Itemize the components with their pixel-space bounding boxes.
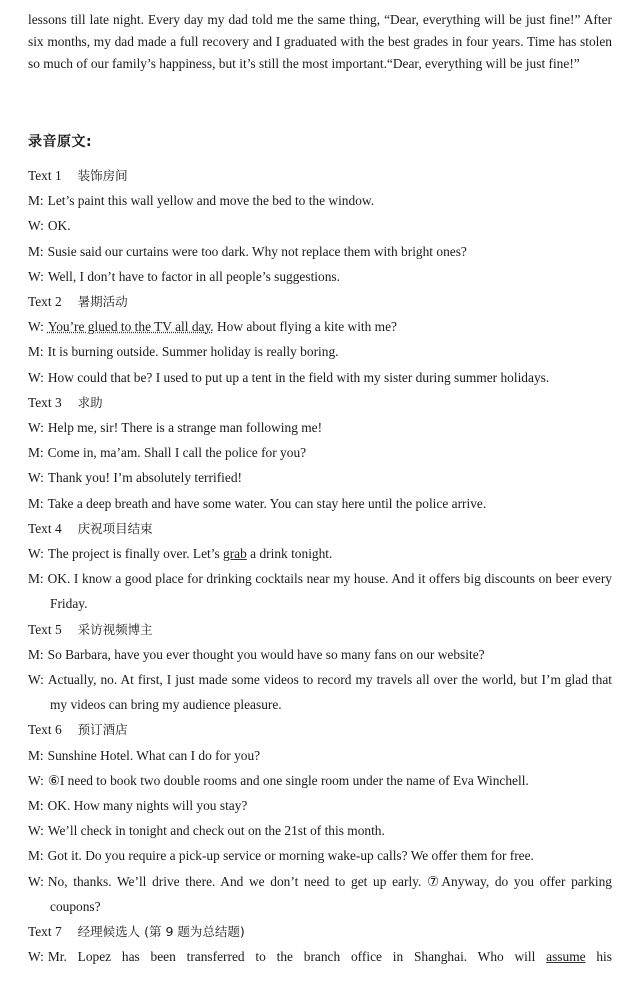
dialogue-line [28, 264, 612, 289]
dialogue-line [28, 415, 612, 440]
speaker: M: [28, 193, 44, 209]
speaker: W: [28, 672, 44, 688]
text-topic: 暑期活动 [77, 294, 128, 310]
line-text: OK. How many nights will you stay? [47, 798, 248, 814]
text-title: Text 7 [28, 924, 62, 940]
line-text: It is burning outside. Summer holiday is really boring. [47, 344, 339, 360]
speaker: M: [28, 445, 44, 461]
line-text: Well, I don’t have to factor in all people’s suggestions. [47, 268, 340, 284]
line-text: Take a deep breath and have some water. You can stay here until the police arrive. [47, 495, 487, 511]
line-text: Let’s paint this wall yellow and move the bed to the window. [47, 193, 375, 209]
dialogue-line [28, 491, 612, 516]
speaker: M: [28, 344, 44, 360]
speaker: W: [28, 218, 44, 234]
speaker: W: [28, 420, 44, 436]
line-text: Come in, ma’am. Shall I call the police for you? [47, 445, 307, 461]
intro-paragraph: lessons till late night. Every day my dad told me the same thing, “Dear, everything will be just fine!” After six months, my dad made a full recovery and I graduated with the best grades in four years. Time has stolen so much of our family’s happiness, but it’s still the most important.“Dear, everything will be just fine!” [28, 12, 612, 71]
line-text: How could that be? I used to put up a tent in the field with my sister during summer holidays. [47, 369, 550, 385]
dialogue-line [28, 944, 612, 969]
text-title: Text 6 [28, 722, 62, 738]
text-topic: 经理候选人 (第 9 题为总结题) [77, 924, 245, 940]
dialogue-line [28, 869, 612, 919]
speaker: M: [28, 646, 44, 662]
transcript [28, 163, 612, 970]
dialogue-line [28, 541, 612, 566]
speaker: M: [28, 243, 44, 259]
dialogue-line [28, 667, 612, 717]
dialogue-line [28, 213, 612, 238]
line-text: his [585, 949, 612, 965]
speaker: M: [28, 798, 44, 814]
dialogue-line [28, 793, 612, 818]
dialogue-line [28, 566, 612, 616]
line-text: ⑥I need to book two double rooms and one single room under the name of Eva Winchell. [47, 772, 529, 788]
text-title: Text 1 [28, 168, 62, 183]
dialogue-line [28, 843, 612, 868]
text-heading [28, 390, 612, 415]
speaker: W: [28, 949, 44, 965]
dialogue-line [28, 365, 612, 390]
line-text: Got it. Do you require a pick-up service or morning wake-up calls? We offer them for free. [47, 848, 534, 864]
dialogue-line [28, 188, 612, 213]
line-text: Actually, no. At first, I just made some videos to record my travels all over the world, but I’m glad that my videos can bring my audience pleasure. [47, 672, 612, 713]
underlined-word: grab [223, 546, 247, 562]
speaker: W: [28, 369, 44, 385]
text-topic: 装饰房间 [77, 168, 128, 183]
dialogue-line [28, 339, 612, 364]
speaker: W: [28, 772, 44, 788]
line-text: OK. I know a good place for drinking cocktails near my house. And it offers big discounts on beer every Friday. [47, 571, 612, 612]
text-heading [28, 919, 612, 944]
text-heading [28, 289, 612, 314]
text-topic: 采访视频博主 [77, 621, 153, 637]
line-text: Help me, sir! There is a strange man following me! [47, 420, 323, 436]
text-title: Text 3 [28, 394, 62, 410]
speaker: M: [28, 747, 44, 763]
text-title: Text 2 [28, 294, 62, 310]
text-title: Text 5 [28, 621, 62, 637]
line-text: So Barbara, have you ever thought you would have so many fans on our website? [47, 646, 485, 662]
speaker: W: [28, 319, 44, 335]
text-topic: 预订酒店 [77, 722, 128, 738]
speaker: M: [28, 848, 44, 864]
text-title: Text 4 [28, 520, 62, 536]
line-text: Mr. Lopez has been transferred to the branch office in Shanghai. Who will [47, 949, 547, 965]
speaker: W: [28, 823, 44, 839]
speaker: M: [28, 495, 44, 511]
underlined-phrase: You’re glued to the TV all day. [47, 319, 214, 335]
text-heading [28, 717, 612, 742]
text-heading [28, 516, 612, 541]
line-text: How about flying a kite with me? [213, 319, 397, 335]
speaker: W: [28, 268, 44, 284]
text-heading [28, 617, 612, 642]
line-text: We’ll check in tonight and check out on the 21st of this month. [47, 823, 385, 839]
line-text: OK. [47, 218, 71, 234]
text-topic: 庆祝项目结束 [77, 520, 153, 536]
speaker: W: [28, 873, 44, 889]
line-text: Susie said our curtains were too dark. Why not replace them with bright ones? [47, 243, 467, 259]
line-text: a drink tonight. [246, 546, 333, 562]
dialogue-line [28, 818, 612, 843]
dialogue-line [28, 642, 612, 667]
line-text: No, thanks. We’ll drive there. And we don’t need to get up early. ⑦Anyway, do you offer parking coupons? [47, 873, 612, 914]
section-title: 录音原文: [28, 134, 93, 150]
dialogue-line [28, 440, 612, 465]
dialogue-line [28, 239, 612, 264]
dialogue-line [28, 465, 612, 490]
text-heading [28, 163, 612, 188]
line-text: Thank you! I’m absolutely terrified! [47, 470, 242, 486]
line-text: The project is finally over. Let’s [47, 546, 224, 562]
speaker: W: [28, 546, 44, 562]
text-topic: 求助 [77, 394, 103, 410]
speaker: W: [28, 470, 44, 486]
speaker: M: [28, 571, 44, 587]
underlined-word: assume [546, 949, 586, 965]
dialogue-line [28, 743, 612, 768]
dialogue-line [28, 768, 612, 793]
dialogue-line [28, 314, 612, 339]
line-text: Sunshine Hotel. What can I do for you? [47, 747, 261, 763]
